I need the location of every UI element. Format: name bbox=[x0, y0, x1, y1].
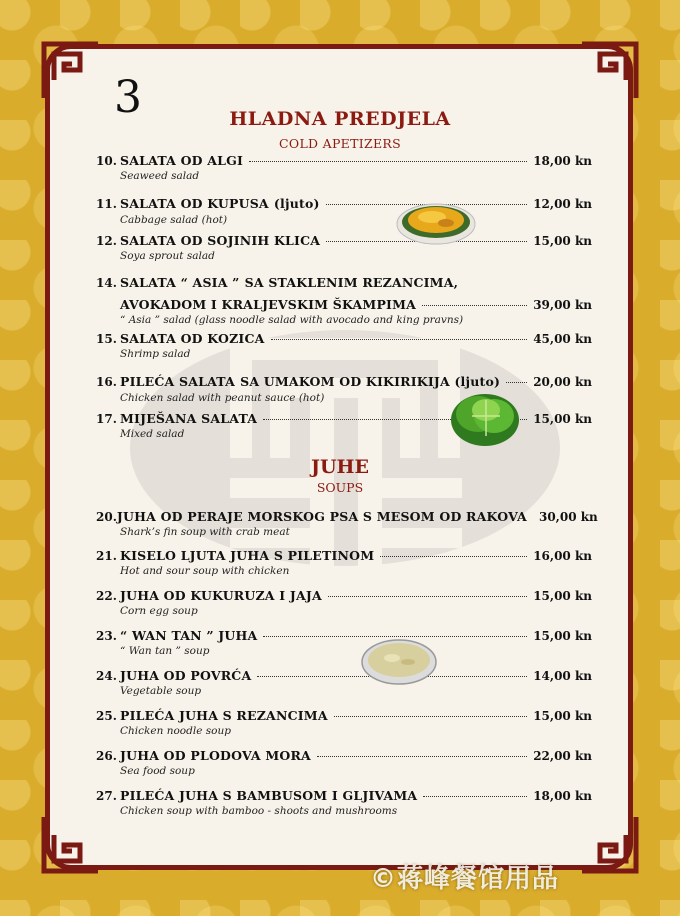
menu-item bbox=[96, 153, 592, 182]
menu-item bbox=[96, 588, 592, 617]
item-description: Soya sprout salad bbox=[120, 250, 215, 262]
soups-title: JUHE bbox=[311, 456, 369, 478]
item-number: 27. bbox=[96, 789, 117, 803]
item-price: 12,00 kn bbox=[533, 197, 592, 211]
item-description: Seaweed salad bbox=[120, 170, 200, 182]
item-name: JUHA OD KUKURUZA I JAJA bbox=[120, 588, 322, 603]
menu-item bbox=[96, 668, 592, 697]
item-price: 30,00 kn bbox=[538, 510, 598, 524]
item-price: 16,00 kn bbox=[533, 549, 592, 563]
item-description: Sea food soup bbox=[120, 765, 195, 777]
item-price: 20,00 kn bbox=[533, 375, 592, 389]
item-price: 18,00 kn bbox=[533, 789, 592, 803]
menu-item bbox=[96, 748, 592, 777]
item-description: Shark’s fin soup with crab meat bbox=[120, 526, 290, 538]
item-description: Chicken salad with peanut sauce (hot) bbox=[120, 392, 325, 404]
menu-item bbox=[96, 628, 592, 657]
corner-ornament-top-left bbox=[40, 40, 102, 102]
dot-leader bbox=[271, 339, 528, 340]
item-name: JUHA OD POVRĆA bbox=[120, 668, 252, 683]
item-name-extra: (ljuto) bbox=[273, 196, 320, 211]
item-number: 15. bbox=[96, 332, 117, 346]
item-number: 12. bbox=[96, 234, 117, 248]
dot-leader bbox=[249, 161, 527, 162]
corner-ornament-bottom-right bbox=[578, 813, 640, 875]
corner-ornament-bottom-left bbox=[40, 813, 102, 875]
item-price: 39,00 kn bbox=[533, 298, 592, 312]
item-price: 22,00 kn bbox=[533, 749, 592, 763]
item-number: 20. bbox=[96, 510, 117, 524]
item-number: 25. bbox=[96, 709, 117, 723]
soup-bowl-photo bbox=[360, 638, 438, 686]
item-name: PILEĆA SALATA bbox=[120, 374, 236, 389]
item-number: 17. bbox=[96, 412, 117, 426]
item-price: 15,00 kn bbox=[533, 234, 592, 248]
menu-item bbox=[96, 708, 592, 737]
item-number: 26. bbox=[96, 749, 117, 763]
menu-item bbox=[96, 233, 592, 262]
page-number: 3 bbox=[114, 72, 142, 123]
item-name: SALATA OD SOJINIH KLICA bbox=[120, 233, 321, 248]
menu-item bbox=[96, 272, 592, 326]
item-number: 16. bbox=[96, 375, 117, 389]
dot-leader bbox=[423, 796, 527, 797]
corner-ornament-top-right bbox=[578, 40, 640, 102]
item-number: 21. bbox=[96, 549, 117, 563]
item-description: “ Wan tan ” soup bbox=[120, 645, 210, 657]
menu-item bbox=[96, 331, 592, 360]
item-price: 14,00 kn bbox=[533, 669, 592, 683]
item-name: SALATA OD ALGI bbox=[120, 153, 244, 168]
item-name: PILEĆA JUHA S BAMBUSOM I GLJIVAMA bbox=[120, 788, 418, 803]
item-name: “ WAN TAN ” JUHA bbox=[120, 628, 258, 643]
item-number: 11. bbox=[96, 197, 117, 211]
item-name-extra: SA UMAKOM OD KIKIRIKIJA (ljuto) bbox=[240, 374, 501, 389]
item-name: SALATA “ ASIA ” bbox=[120, 275, 240, 290]
item-name: KISELO LJUTA JUHA S PILETINOM bbox=[120, 548, 375, 563]
menu-item bbox=[96, 193, 592, 226]
item-number: 23. bbox=[96, 629, 117, 643]
soups-subtitle: SOUPS bbox=[316, 480, 364, 495]
item-description: Shrimp salad bbox=[120, 348, 191, 360]
item-price: 18,00 kn bbox=[533, 154, 592, 168]
item-description: Cabbage salad (hot) bbox=[120, 214, 228, 226]
dot-leader bbox=[317, 756, 527, 757]
dot-leader bbox=[506, 382, 527, 383]
item-description: Mixed salad bbox=[120, 428, 185, 440]
item-description: “ Asia ” salad (glass noodle salad with avocado and king pravns) bbox=[120, 314, 464, 326]
item-name: JUHA OD PLODOVA MORA bbox=[120, 748, 311, 763]
cold-apetizers-subtitle: COLD APETIZERS bbox=[279, 136, 401, 151]
lettuce-photo bbox=[448, 386, 522, 448]
item-name: JUHA OD PERAJE MORSKOG PSA S MESOM OD RAKOVA bbox=[116, 509, 527, 524]
menu-item bbox=[96, 548, 592, 577]
cold-apetizers-title: HLADNA PREDJELA bbox=[229, 108, 451, 130]
item-name: MIJEŠANA SALATA bbox=[120, 411, 258, 426]
dot-leader bbox=[334, 716, 527, 717]
cabbage-salad-photo bbox=[396, 198, 476, 246]
item-price: 15,00 kn bbox=[533, 589, 592, 603]
menu-item bbox=[96, 509, 598, 538]
item-name-extra: SA STAKLENIM REZANCIMA, bbox=[244, 275, 459, 290]
item-number: 22. bbox=[96, 589, 117, 603]
dot-leader bbox=[380, 556, 527, 557]
item-number: 10. bbox=[96, 154, 117, 168]
item-description: Corn egg soup bbox=[120, 605, 198, 617]
item-price: 45,00 kn bbox=[533, 332, 592, 346]
dot-leader bbox=[263, 636, 527, 637]
item-description: Chicken noodle soup bbox=[120, 725, 231, 737]
item-description: Hot and sour soup with chicken bbox=[120, 565, 290, 577]
item-description: Chicken soup with bamboo - shoots and mushrooms bbox=[120, 805, 398, 817]
dot-leader bbox=[422, 305, 527, 306]
item-name-line2: AVOKADOM I KRALJEVSKIM ŠKAMPIMA bbox=[120, 297, 417, 312]
item-name: PILEĆA JUHA S REZANCIMA bbox=[120, 708, 328, 723]
item-number: 14. bbox=[96, 276, 117, 290]
item-name: SALATA OD KOZICA bbox=[120, 331, 265, 346]
item-price: 15,00 kn bbox=[533, 709, 592, 723]
item-description: Vegetable soup bbox=[120, 685, 202, 697]
item-price: 15,00 kn bbox=[533, 412, 592, 426]
item-number: 24. bbox=[96, 669, 117, 683]
watermark-text: ©蒋峰餐馆用品 bbox=[370, 864, 560, 894]
item-price: 15,00 kn bbox=[533, 629, 592, 643]
menu-item bbox=[96, 788, 592, 817]
item-name: SALATA OD KUPUSA bbox=[120, 196, 269, 211]
dot-leader bbox=[328, 596, 527, 597]
